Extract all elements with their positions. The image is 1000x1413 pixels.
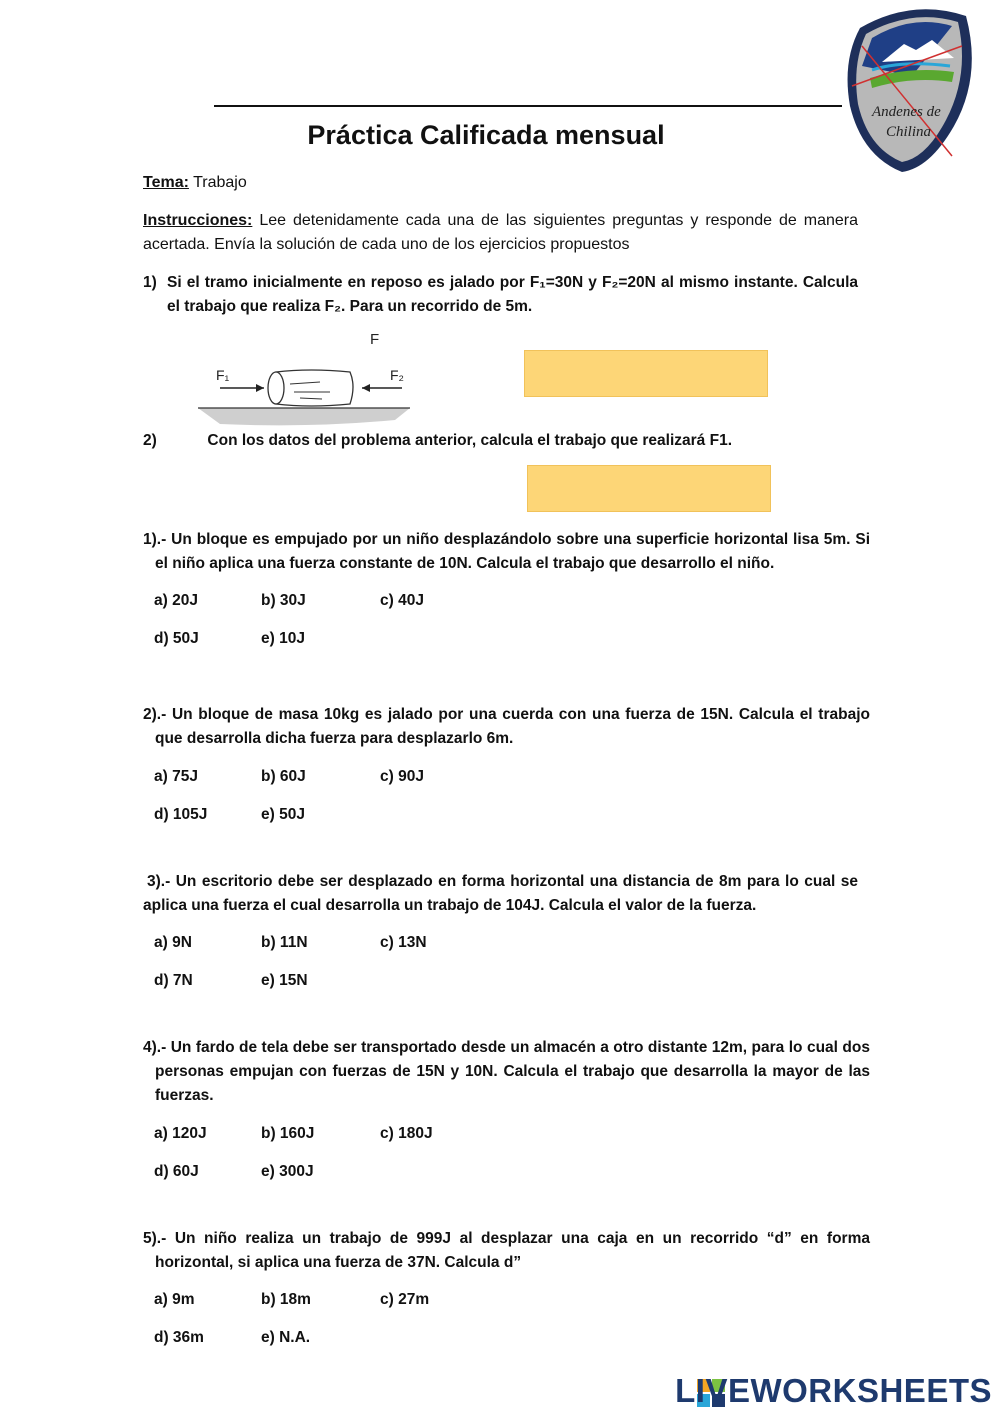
question-3-option-b[interactable]: b) 11N (261, 934, 308, 951)
problem-1 (143, 271, 858, 319)
instructions-text: Lee detenidamente cada una de las siguientes preguntas y responde de manera acertada. Envía la solución de cada uno de los ejercicios propuestos (143, 212, 858, 253)
problem-1-number: 1) (143, 274, 157, 291)
question-2-option-a[interactable]: a) 75J (154, 768, 198, 785)
question-1-option-a[interactable]: a) 20J (154, 592, 198, 609)
question-2-option-b[interactable]: b) 60J (261, 768, 306, 785)
question-1-option-c[interactable]: c) 40J (380, 592, 424, 609)
question-4-option-e[interactable]: e) 300J (261, 1163, 314, 1180)
question-1-text: 1).- Un bloque es empujado por un niño desplazándolo sobre una superficie horizontal lisa 5m. Si el niño aplica una fuerza constante de 10N. Calcula el trabajo que desarrollo el niño. (143, 531, 870, 572)
header-rule (214, 105, 842, 107)
question-2-option-c[interactable]: c) 90J (380, 768, 424, 785)
question-4-option-c[interactable]: c) 180J (380, 1125, 433, 1142)
question-5-option-a[interactable]: a) 9m (154, 1291, 195, 1308)
question-4-option-d[interactable]: d) 60J (154, 1163, 199, 1180)
answer-box-2[interactable] (527, 465, 771, 512)
instructions-label: Instrucciones: (143, 212, 253, 229)
log-figure (190, 328, 420, 432)
problem-2-text: Con los datos del problema anterior, calcula el trabajo que realizará F1. (207, 432, 732, 449)
question-2-option-d[interactable]: d) 105J (154, 806, 208, 823)
instructions (143, 209, 858, 257)
question-4-option-b[interactable]: b) 160J (261, 1125, 315, 1142)
question-3-option-d[interactable]: d) 7N (154, 972, 193, 989)
figure-f-label: F (370, 331, 380, 348)
question-1-option-d[interactable]: d) 50J (154, 630, 199, 647)
tema-label: Tema: (143, 174, 189, 191)
question-5-text: 5).- Un niño realiza un trabajo de 999J al desplazar una caja en un recorrido “d” en forma horizontal, si aplica una fuerza de 37N. Calcula d” (143, 1230, 870, 1271)
question-5-option-b[interactable]: b) 18m (261, 1291, 311, 1308)
figure-f1-label: F₁ (216, 367, 230, 383)
question-1-option-e[interactable]: e) 10J (261, 630, 305, 647)
question-5-option-c[interactable]: c) 27m (380, 1291, 430, 1308)
question-3-option-e[interactable]: e) 15N (261, 972, 308, 989)
problem-1-text: Si el tramo inicialmente en reposo es jalado por F₁=30N y F₂=20N al mismo instante. Calcula el trabajo que realiza F₂. Para un recorrido de 5m. (167, 274, 858, 315)
question-5-option-d[interactable]: d) 36m (154, 1329, 204, 1346)
logo-text-line1: Andenes de (872, 104, 941, 120)
problem-2 (143, 429, 858, 453)
question-5-option-e[interactable]: e) N.A. (261, 1329, 311, 1346)
tema-line (143, 171, 858, 195)
figure-f2-label: F₂ (390, 367, 404, 383)
question-4-text: 4).- Un fardo de tela debe ser transportado desde un almacén a otro distante 12m, para lo cual dos personas empujan con fuerzas de 15N y 10N. Calcula el trabajo que desarrolla la mayor de las fuerzas. (143, 1039, 870, 1104)
page-title: Práctica Calificada mensual (307, 120, 665, 150)
problem-2-number: 2) (143, 432, 157, 449)
question-2-text: 2).- Un bloque de masa 10kg es jalado por una cuerda con una fuerza de 15N. Calcula el trabajo que desarrolla dicha fuerza para desplazarlo 6m. (143, 706, 870, 747)
answer-box-1[interactable] (524, 350, 768, 397)
question-1-option-b[interactable]: b) 30J (261, 592, 306, 609)
question-3-option-c[interactable]: c) 13N (380, 934, 427, 951)
question-3-option-a[interactable]: a) 9N (154, 934, 192, 951)
question-2-option-e[interactable]: e) 50J (261, 806, 305, 823)
tema-value: Trabajo (193, 174, 247, 191)
question-3-text: 3).- Un escritorio debe ser desplazado en forma horizontal una distancia de 8m para lo cual se aplica una fuerza el cual desarrolla un trabajo de 104J. Calcula el valor de la fuerza. (143, 873, 858, 914)
footer-brand[interactable]: LIVEWORKSHEETS (675, 1372, 992, 1409)
logo-text-line2: Chilina (886, 124, 932, 140)
question-4-option-a[interactable]: a) 120J (154, 1125, 207, 1142)
